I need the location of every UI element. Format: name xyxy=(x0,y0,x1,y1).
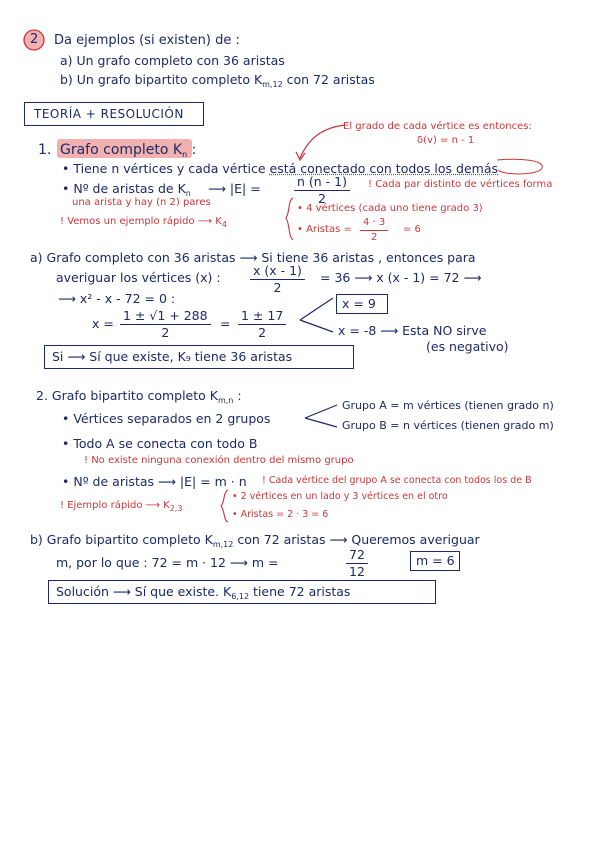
a-line2: averiguar los vértices (x) : xyxy=(56,270,221,285)
brace-k4-icon xyxy=(286,198,293,240)
s2-example-text: ! Ejemplo rápido ⟶ K xyxy=(60,500,170,511)
s2-bullet1: • Vértices separados en 2 grupos xyxy=(62,411,271,426)
item-b xyxy=(60,74,375,89)
b-frac-den: 12 xyxy=(349,564,365,580)
a-eq1: = 36 ⟶ x (x - 1) = 72 ⟶ xyxy=(320,270,482,285)
s1-example-frac xyxy=(360,217,388,243)
s1-heading-text: Grafo completo K xyxy=(60,142,183,158)
s2-example xyxy=(60,501,182,513)
a-eq-sign: = xyxy=(220,316,231,331)
a-fraction xyxy=(250,264,305,296)
b-fraction xyxy=(346,548,368,580)
b-frac-num: 72 xyxy=(346,548,368,564)
s1-example-note xyxy=(60,217,227,229)
s2-red-note: ! No existe ninguna conexión dentro del mismo grupo xyxy=(84,455,354,466)
item-a: a) Un grafo completo con 36 aristas xyxy=(60,53,285,68)
a-sol2-note: (es negativo) xyxy=(426,339,509,354)
s1-example-l2: • Aristas = xyxy=(297,224,352,235)
b-line2: m, por lo que : 72 = m · 12 ⟶ m = xyxy=(56,555,279,570)
s1-red-note2-a: ! Cada par distinto de vértices forma xyxy=(368,179,553,190)
item-b-post: con 72 aristas xyxy=(282,72,375,87)
s2-heading-sub: m,n xyxy=(217,396,234,405)
brace-k23-icon xyxy=(221,490,228,522)
a-q-den: 2 xyxy=(161,325,170,341)
a-x-eq: x = xyxy=(92,316,114,331)
section-title: TEORÍA + RESOLUCIÓN xyxy=(34,107,184,121)
s1-bullet2 xyxy=(62,183,191,198)
s1-heading-post: : xyxy=(187,142,197,158)
fork-arrow-up-icon xyxy=(300,298,333,320)
b-line1 xyxy=(30,534,480,549)
s1-bullet1-a: • Tiene n vértices y cada vértice xyxy=(62,161,266,176)
s2-bullet2: • Todo A se conecta con todo B xyxy=(62,436,258,451)
a-q-num: 1 ± √1 + 288 xyxy=(120,309,211,325)
s2-bullet3: • Nº de aristas ⟶ |E| = m · n xyxy=(62,474,247,489)
a-quadratic-frac xyxy=(120,309,211,341)
a-q2-num: 1 ± 17 xyxy=(238,309,286,325)
s1-example-num: 4 · 3 xyxy=(360,217,388,231)
s2-ex-l1: • 2 vértices en un lado y 3 vértices en el otro xyxy=(232,491,448,502)
s1-example-sub: 4 xyxy=(221,220,227,229)
fork-groups-down-icon xyxy=(305,418,337,427)
a-line1: a) Grafo completo con 36 aristas ⟶ Si tiene 36 aristas , entonces para xyxy=(30,250,476,265)
s1-bullet1 xyxy=(62,163,498,176)
a-q2-den: 2 xyxy=(258,325,267,341)
s2-red-note2: ! Cada vértice del grupo A se conecta con todos los de B xyxy=(262,475,532,486)
a-sol2: x = -8 ⟶ Esta NO sirve xyxy=(338,323,487,338)
b-line1-post: con 72 aristas ⟶ Queremos averiguar xyxy=(233,532,480,547)
s1-red-formula: δ(v) = n - 1 xyxy=(417,135,475,146)
exercise-prompt: Da ejemplos (si existen) de : xyxy=(54,33,240,48)
fork-arrow-down-icon xyxy=(300,320,333,332)
s1-fraction xyxy=(294,175,350,207)
s1-heading-num: 1. xyxy=(38,142,52,158)
s1-example-l1: • 4 vértices (cada uno tiene grado 3) xyxy=(297,203,483,214)
s2-heading-post: : xyxy=(233,388,242,403)
a-frac-num: x (x - 1) xyxy=(250,264,305,280)
s1-red-note: El grado de cada vértice es entonces: xyxy=(343,121,532,132)
s1-example-result: = 6 xyxy=(403,224,421,235)
s1-bullet2-b: ⟶ |E| = xyxy=(208,181,261,196)
s1-red-note2-b: una arista y hay (n 2) pares xyxy=(72,197,211,208)
red-arrow-icon xyxy=(300,125,345,158)
s1-heading xyxy=(60,143,196,159)
item-b-sub: m,12 xyxy=(262,80,283,89)
b-answer xyxy=(56,586,350,601)
red-circle-demas-icon xyxy=(497,159,542,174)
s2-ex-l2: • Aristas = 2 · 3 = 6 xyxy=(232,509,329,520)
a-line3: ⟶ x² - x - 72 = 0 : xyxy=(58,291,176,306)
b-line1-pre: b) Grafo bipartito completo K xyxy=(30,532,213,547)
b-line1-sub: m,12 xyxy=(212,540,234,549)
a-sol1: x = 9 xyxy=(342,296,376,311)
s1-bullet2-a: • Nº de aristas de K xyxy=(62,181,186,196)
s1-heading-sub: n xyxy=(182,150,188,159)
s1-example-den: 2 xyxy=(370,231,378,243)
s1-frac-den: 2 xyxy=(318,191,326,207)
a-frac-den: 2 xyxy=(273,280,282,296)
s1-example-text: ! Vemos un ejemplo rápido ⟶ K xyxy=(60,216,222,227)
item-b-pre: b) Un grafo bipartito completo K xyxy=(60,72,263,87)
s1-bullet1-b: está conectado con todos los demás xyxy=(269,161,498,176)
a-answer: Si ⟶ Sí que existe, K₉ tiene 36 aristas xyxy=(52,349,293,364)
b-answer-post: tiene 72 aristas xyxy=(249,584,351,599)
s1-bullet2-sub: n xyxy=(185,189,191,198)
fork-groups-up-icon xyxy=(305,405,337,418)
b-result: m = 6 xyxy=(416,553,455,568)
s2-groupA: Grupo A = m vértices (tienen grado n) xyxy=(342,399,554,412)
s2-groupB: Grupo B = n vértices (tienen grado m) xyxy=(342,419,554,432)
s2-heading-text: 2. Grafo bipartito completo K xyxy=(36,388,218,403)
b-answer-sub: 6,12 xyxy=(231,592,250,601)
s2-heading xyxy=(36,390,242,405)
exercise-number: 2 xyxy=(30,32,39,47)
s1-frac-num: n (n - 1) xyxy=(294,175,350,191)
b-answer-pre: Solución ⟶ Sí que existe. K xyxy=(56,584,232,599)
s2-example-sub: 2,3 xyxy=(169,504,183,513)
a-quadratic-frac2 xyxy=(238,309,286,341)
